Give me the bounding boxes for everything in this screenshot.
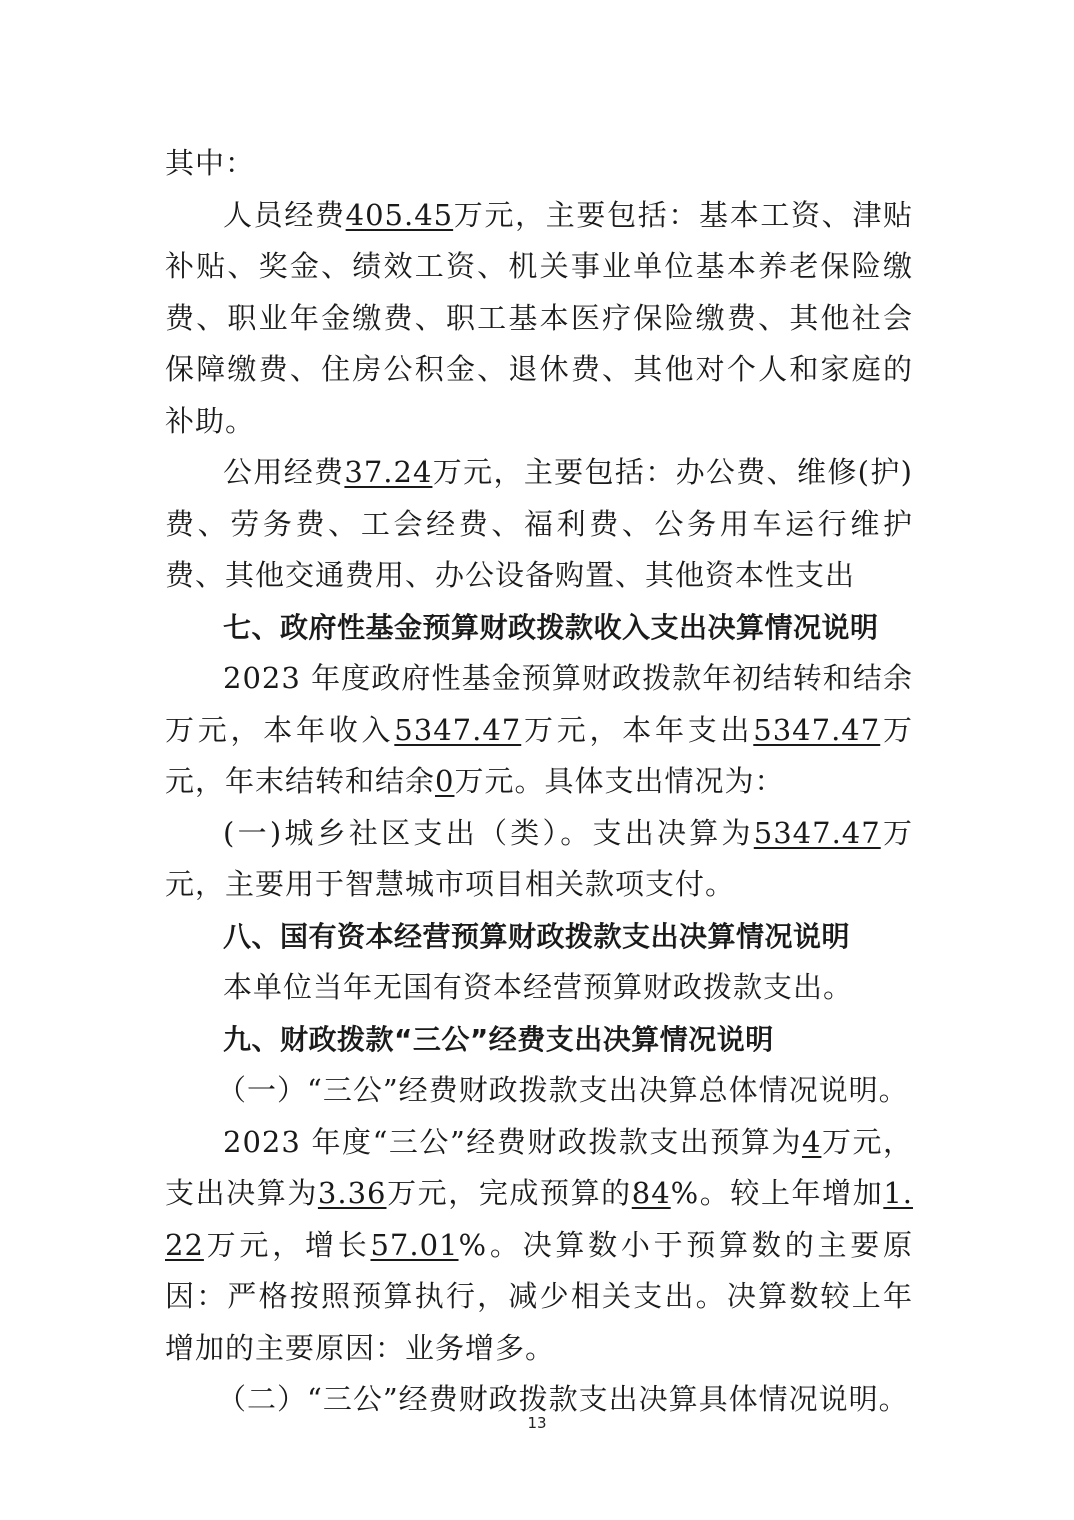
three-public-increase-amount: 1.22 [165,1176,913,1262]
fund-income-amount: 5347.47 [394,712,522,747]
section-heading-nine: 九、财政拨款“三公”经费支出决算情况说明 [223,1022,774,1056]
subsection-heading-two: （二）“三公”经费财政拨款支出决算具体情况说明。 [217,1382,909,1416]
section-heading-eight: 八、国有资本经营预算财政拨款支出决算情况说明 [223,919,851,953]
paragraph-public-expenses: 公用经费37.24万元，主要包括：办公费、维修(护)费、劳务费、工会经费、福利费、公务用车运行维护费、其他交通费用、办公设备购置、其他资本性支出 [165,455,913,592]
fund-expense-amount: 5347.47 [753,712,881,747]
section-heading-seven: 七、政府性基金预算财政拨款收入支出决算情况说明 [223,610,879,644]
urban-expense-amount: 5347.47 [753,815,881,850]
paragraph-three-public: 2023 年度“三公”经费财政拨款支出预算为4万元，支出决算为3.36万元，完成预算的84%。较上年增加1.22万元，增长57.01%。决算数小于预算数的主要原因：严格按照预算执行，减少相关支出。决算数较上年增加的主要原因：业务增多。 [165,1124,913,1365]
paragraph-state-capital: 本单位当年无国有资本经营预算财政拨款支出。 [223,970,854,1004]
paragraph-government-fund: 2023 年度政府性基金预算财政拨款年初结转和结余万元，本年收入5347.47万元，本年支出5347.47万元，年末结转和结余0万元。具体支出情况为： [165,661,913,798]
fund-balance-amount: 0 [435,764,455,798]
three-public-final-amount: 3.36 [317,1176,387,1210]
three-public-growth-percent: 57.01 [370,1227,459,1262]
document-body [165,138,913,1426]
three-public-budget-amount: 4 [801,1124,822,1159]
paragraph-personnel-expenses: 人员经费405.45万元，主要包括：基本工资、津贴补贴、奖金、绩效工资、机关事业单位基本养老保险缴费、职业年金缴费、职工基本医疗保险缴费、其他社会保障缴费、住房公积金、退休费、其他对个人和家庭的补助。 [165,197,913,438]
personnel-expense-amount: 405.45 [345,197,454,232]
paragraph-urban-community: (一)城乡社区支出（类）。支出决算为5347.47万元，主要用于智慧城市项目相关款项支付。 [165,815,913,901]
paragraph-intro: 其中： [165,146,256,180]
three-public-completion-percent: 84 [631,1176,671,1210]
public-expense-amount: 37.24 [344,455,433,489]
subsection-heading-one: （一）“三公”经费财政拨款支出决算总体情况说明。 [217,1073,909,1107]
page-number: 13 [527,1414,547,1432]
